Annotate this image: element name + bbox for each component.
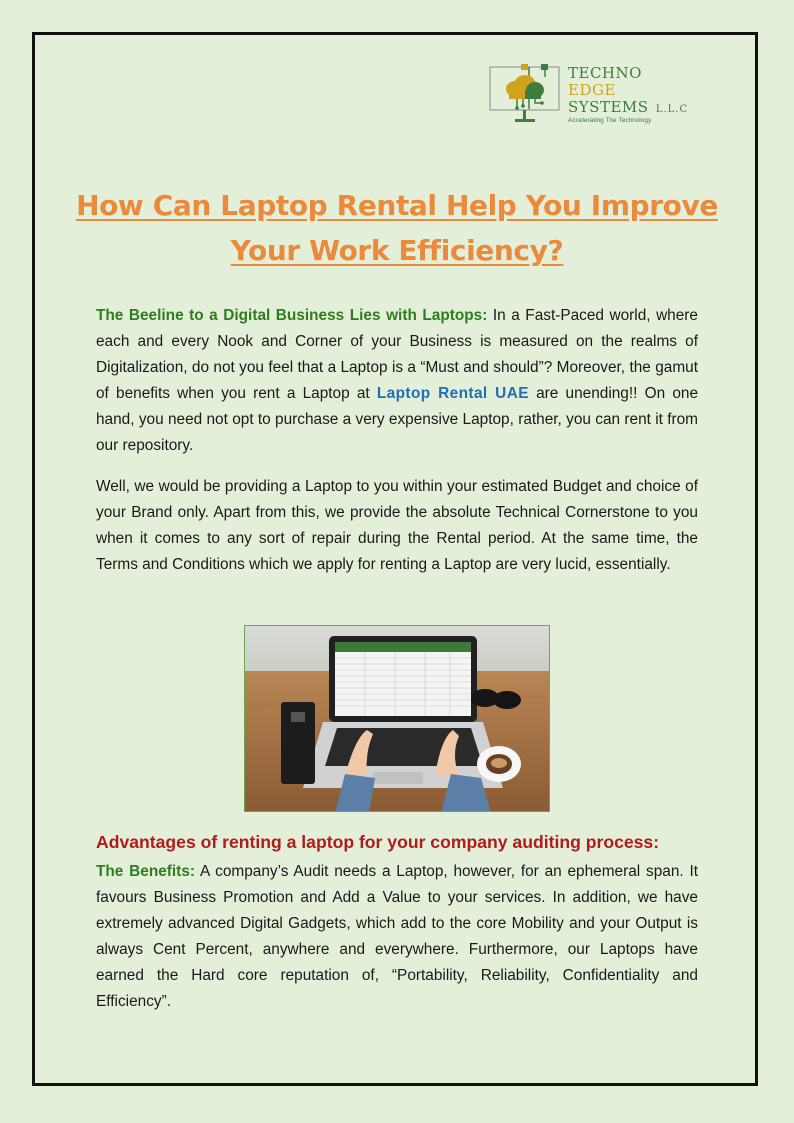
laptop-desk-illustration: [245, 626, 550, 812]
benefits-text: A company’s Audit needs a Laptop, however, for an ephemeral span. It favours Business Promotion and Add a Value to your services. In addition, we have extremely advanced Digital Gadgets, which add to the core Mobility and your Output is always Cent Percent, anywhere and everywhere. Furthermore, our Laptops have earned the Hard core reputation of, “Portability, Reliability, Confidentiality and Efficiency”.: [96, 863, 698, 1010]
logo-wordmark: [568, 65, 688, 118]
logo-line-systems: [568, 99, 688, 118]
budget-paragraph: Well, we would be providing a Laptop to you within your estimated Budget and choice of your Brand only. Apart from this, we provide the absolute Technical Cornerstone to you when it comes to any sort of repair during the Rental period. At the same time, the Terms and Conditions which we apply for renting a Laptop are very lucid, essentially.: [96, 478, 698, 573]
laptop-rental-uae-link[interactable]: Laptop Rental UAE: [376, 385, 529, 402]
intro-text-b: are unending!! On one hand, you need not opt to purchase a very expensive Laptop, rather, you can rent it from our repository.: [96, 385, 698, 454]
page-title: How Can Laptop Rental Help You Improve Your Work Efficiency?: [76, 189, 718, 267]
laptop-photo: [244, 625, 550, 812]
advantages-heading: Advantages of renting a laptop for your company auditing process:: [96, 832, 660, 852]
benefits-paragraph: [96, 859, 698, 1015]
logo-line-techno: TECHNO: [568, 64, 642, 82]
logo-llc: L.L.C: [655, 104, 689, 115]
intro-text-a: In a Fast-Paced world, where each and every Nook and Corner of your Business is measured on the realms of Digitalization, do not you feel that a Laptop is a “Must and should”? Moreover, the gamut of benefits when you rent a Laptop at: [96, 307, 698, 402]
logo-line-edge: EDGE: [568, 81, 616, 99]
intro-paragraph: [96, 303, 698, 459]
logo-tagline: Accelerating The Technology: [568, 117, 652, 124]
cloud-circuit-icon: [489, 63, 563, 123]
logo-line-systems-text: SYSTEMS: [568, 98, 649, 116]
benefits-lead: The Benefits:: [96, 863, 195, 880]
company-logo: [489, 63, 699, 129]
intro-lead: The Beeline to a Digital Business Lies with Laptops:: [96, 307, 488, 324]
